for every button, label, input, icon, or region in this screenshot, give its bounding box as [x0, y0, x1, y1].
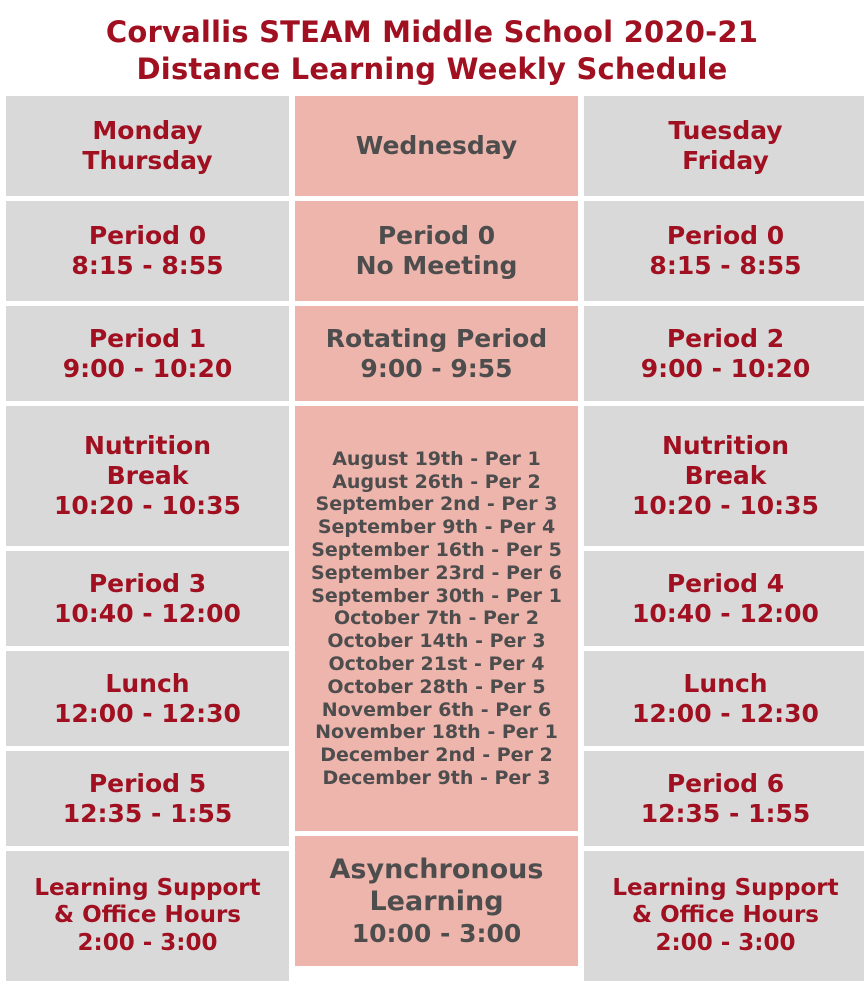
- table-row: [584, 651, 864, 746]
- row-name: Learning Support: [34, 874, 261, 901]
- row-name: Learning Support: [612, 874, 839, 901]
- row-name: Period 5: [88, 768, 207, 798]
- wednesday-period-0: [295, 201, 578, 301]
- row-name: Period 6: [666, 768, 785, 798]
- row-name: Lunch: [683, 668, 768, 698]
- page-title-line-2: Distance Learning Weekly Schedule: [136, 52, 728, 87]
- header-line-1: Tuesday: [668, 116, 783, 146]
- row-name: Period 4: [666, 568, 785, 598]
- column-wednesday: [295, 96, 578, 981]
- header-line-1: Monday: [92, 116, 203, 146]
- list-item: November 18th - Per 1: [315, 721, 558, 744]
- row-time: 8:15 - 8:55: [71, 251, 224, 281]
- list-item: December 9th - Per 3: [322, 766, 551, 789]
- row-name: Lunch: [105, 668, 190, 698]
- row-time: 2:00 - 3:00: [77, 930, 218, 957]
- table-row: [6, 551, 289, 646]
- list-item: August 19th - Per 1: [332, 447, 541, 470]
- row-name: Period 2: [666, 323, 785, 353]
- list-item: August 26th - Per 2: [332, 470, 541, 493]
- row-name-2: & Office Hours: [54, 902, 241, 929]
- list-item: October 21st - Per 4: [328, 652, 545, 675]
- row-time: 12:35 - 1:55: [62, 798, 233, 828]
- table-row: [584, 201, 864, 301]
- table-row: [6, 306, 289, 401]
- list-item: November 6th - Per 6: [321, 698, 552, 721]
- row-time: 12:00 - 12:30: [632, 698, 819, 728]
- list-item: September 2nd - Per 3: [315, 493, 558, 516]
- header-line-1: Wednesday: [355, 131, 518, 161]
- page-title-line-1: Corvallis STEAM Middle School 2020-21: [105, 15, 759, 49]
- row-time: 8:15 - 8:55: [649, 251, 802, 281]
- wednesday-rotating-period: [295, 306, 578, 401]
- column-header-monday-thursday: [6, 96, 289, 196]
- list-item: October 28th - Per 5: [327, 675, 546, 698]
- list-item: September 30th - Per 1: [311, 584, 562, 607]
- row-name: Rotating Period: [325, 323, 548, 353]
- row-name-2: & Office Hours: [632, 902, 819, 929]
- row-time: 10:00 - 3:00: [351, 918, 522, 948]
- list-item: October 7th - Per 2: [334, 607, 539, 630]
- row-time: 9:00 - 10:20: [62, 353, 233, 383]
- table-row: [584, 406, 864, 546]
- row-name-2: Learning: [369, 886, 504, 918]
- table-row: [6, 751, 289, 846]
- row-name: Period 0: [377, 221, 496, 251]
- row-time: 12:00 - 12:30: [54, 698, 241, 728]
- list-item: September 9th - Per 4: [317, 516, 556, 539]
- row-name: Asynchronous: [329, 853, 544, 885]
- list-item: October 14th - Per 3: [327, 630, 546, 653]
- schedule-grid: [0, 96, 864, 991]
- table-row: [6, 201, 289, 301]
- row-time: 9:00 - 9:55: [360, 353, 513, 383]
- row-name: Period 0: [88, 221, 207, 251]
- rotation-schedule-list: [295, 406, 578, 831]
- list-item: December 2nd - Per 2: [320, 744, 553, 767]
- row-time: 12:35 - 1:55: [640, 798, 811, 828]
- row-name: Period 0: [666, 221, 785, 251]
- page-title: [0, 0, 864, 96]
- wednesday-asynchronous-learning: [295, 836, 578, 966]
- row-status: No Meeting: [355, 251, 518, 281]
- row-name: Nutrition: [83, 431, 212, 461]
- column-header-wednesday: [295, 96, 578, 196]
- column-header-tuesday-friday: [584, 96, 864, 196]
- header-line-2: Thursday: [82, 146, 213, 176]
- table-row: [6, 406, 289, 546]
- row-time: 10:20 - 10:35: [632, 491, 819, 521]
- table-row: [584, 751, 864, 846]
- row-name: Period 1: [88, 323, 207, 353]
- row-name: Nutrition: [661, 431, 790, 461]
- table-row: [584, 306, 864, 401]
- row-time: 10:20 - 10:35: [54, 491, 241, 521]
- row-time: 9:00 - 10:20: [640, 353, 811, 383]
- row-time: 10:40 - 12:00: [54, 598, 241, 628]
- table-row: [6, 851, 289, 981]
- row-time: 2:00 - 3:00: [655, 930, 796, 957]
- table-row: [584, 551, 864, 646]
- column-tuesday-friday: [584, 96, 864, 981]
- column-monday-thursday: [6, 96, 289, 981]
- table-row: [584, 851, 864, 981]
- row-name-2: Break: [106, 461, 189, 491]
- list-item: September 16th - Per 5: [311, 538, 562, 561]
- list-item: September 23rd - Per 6: [311, 561, 562, 584]
- row-name: Period 3: [88, 568, 207, 598]
- row-time: 10:40 - 12:00: [632, 598, 819, 628]
- row-name-2: Break: [684, 461, 767, 491]
- header-line-2: Friday: [682, 146, 769, 176]
- table-row: [6, 651, 289, 746]
